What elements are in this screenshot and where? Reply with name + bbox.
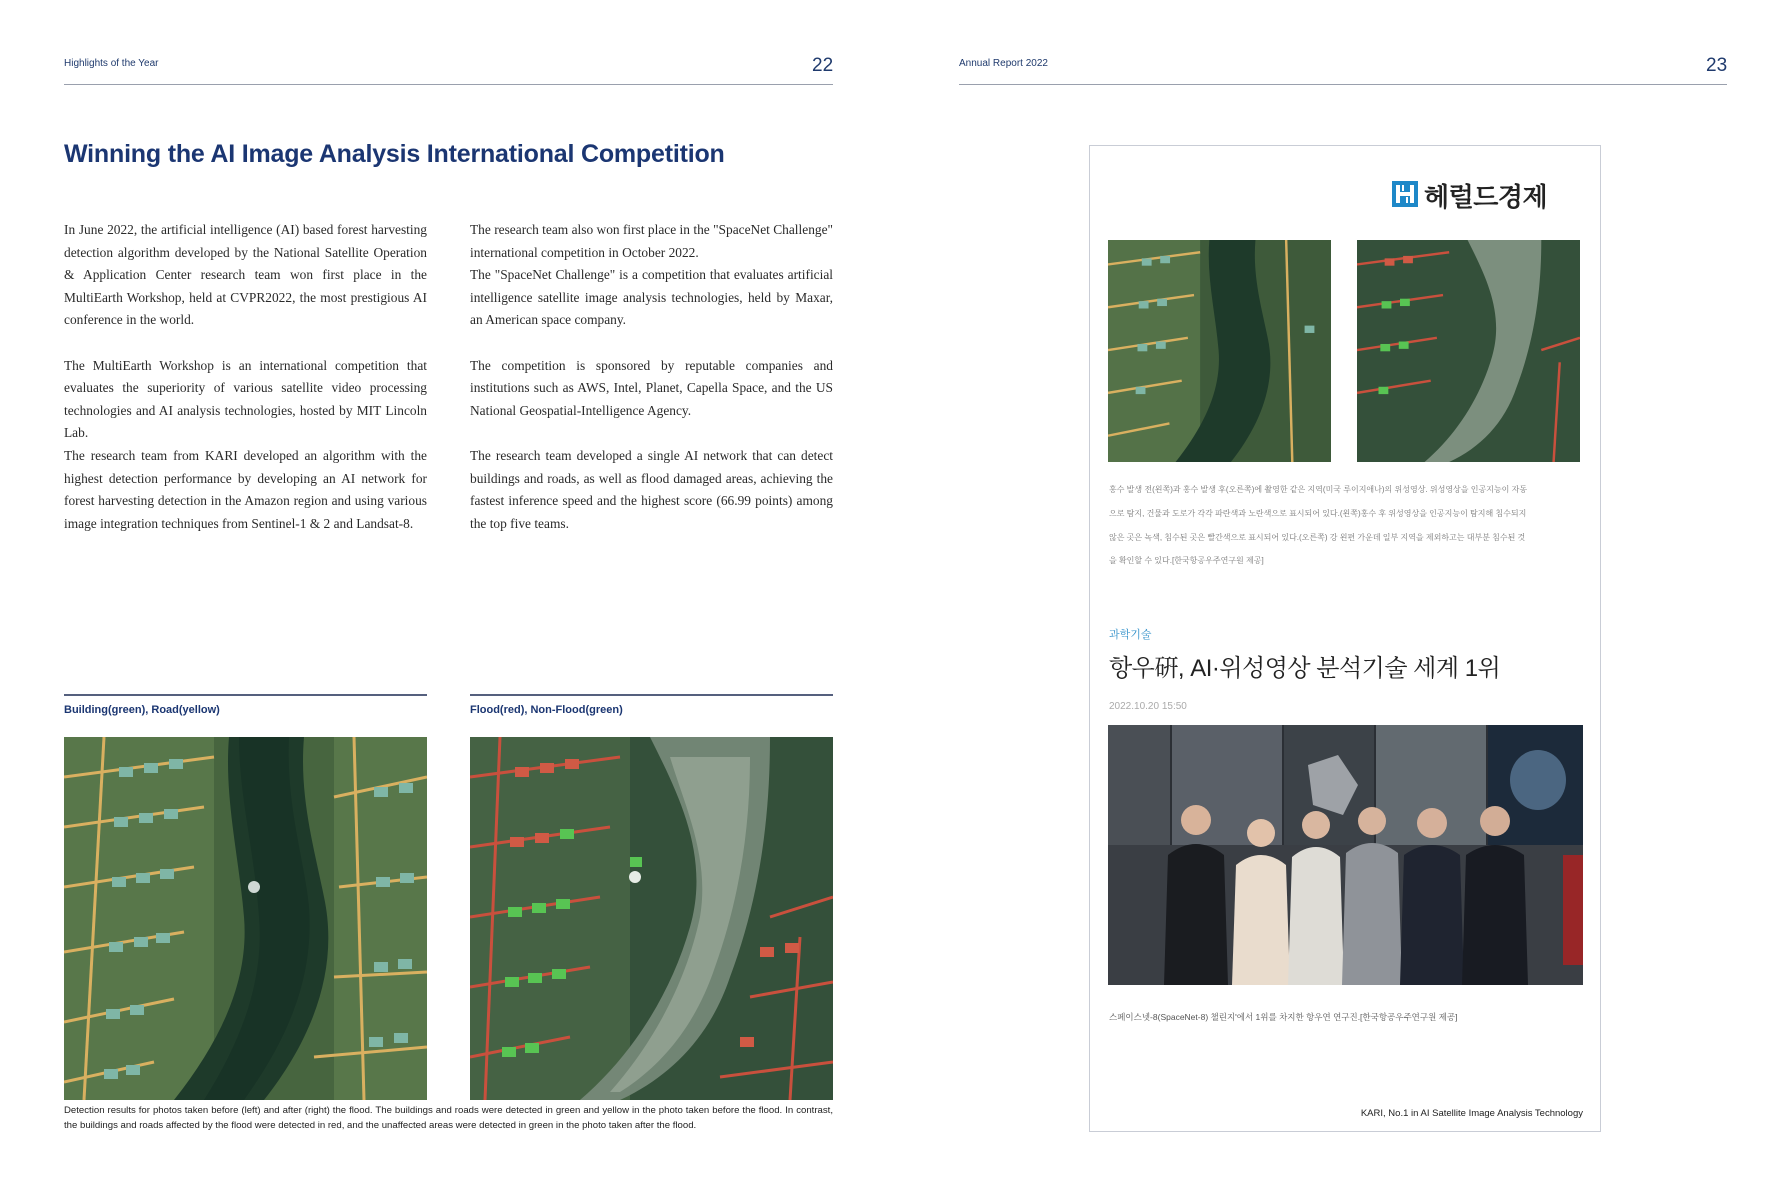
paragraph: The research team developed a single AI network that can detect buildings and roads, as well as flood damaged areas, achieving the fastest inference speed and the highest score (66.99 points) among the top five teams. (470, 447, 833, 531)
satellite-image-before-flood (64, 737, 427, 1100)
clipping-image-after (1357, 240, 1580, 462)
newspaper-logo-text: 헤럴드경제 (1424, 182, 1548, 212)
header-rule-left (64, 84, 833, 85)
paragraph: The "SpaceNet Challenge" is a competition that evaluates artificial intelligence satellite image analysis technologies, held by Maxar, an American space company. (470, 267, 833, 328)
running-head-left: Highlights of the Year (64, 58, 159, 69)
figure-rule-right (470, 694, 833, 696)
text-column-2 (470, 219, 833, 535)
caption-line: 으로 탐지, 건물과 도로가 각각 파란색과 노란색으로 표시되어 있다.(왼쪽)홍수 후 위성영상을 인공지능이 탐지해 침수되지 (1109, 508, 1527, 518)
clipping-footer-caption: KARI, No.1 in AI Satellite Image Analysis Technology (1360, 1108, 1583, 1119)
satellite-image-after-flood (470, 737, 833, 1100)
korean-image-caption (1109, 478, 1584, 573)
caption-line: 을 확인할 수 있다.[한국항공우주연구원 제공] (1109, 556, 1264, 566)
running-head-right: Annual Report 2022 (959, 58, 1048, 69)
paragraph: The MultiEarth Workshop is an international competition that evaluates the superiority of various satellite video processing technologies and AI analysis technologies, hosted by MIT Lincoln Lab. (64, 357, 427, 441)
page-number-right: 23 (1706, 55, 1728, 76)
article-headline: 항우硏, AI·위성영상 분석기술 세계 1위 (1109, 655, 1501, 682)
figure-label-left: Building(green), Road(yellow) (64, 704, 220, 716)
paragraph: The research team from KARI developed an algorithm with the highest detection performance by developing an AI network for forest harvesting detection in the Amazon region and using various image integration techniques from Sentinel-1 & 2 and Landsat-8. (64, 447, 427, 531)
article-category: 과학기술 (1109, 629, 1152, 641)
photo-caption: 스페이스넷-8(SpaceNet-8) 챌린지'에서 1위를 차지한 항우연 연구진.[한국항공우주연구원 제공] (1109, 1012, 1458, 1022)
clipping-image-before (1108, 240, 1331, 462)
team-photo (1108, 725, 1583, 985)
figure-label-right: Flood(red), Non-Flood(green) (470, 704, 623, 716)
paragraph: In June 2022, the artificial intelligence (AI) based forest harvesting detection algorithm developed by the National Satellite Operation & Application Center research team won first place in the MultiEarth Workshop, held at CVPR2022, the most prestigious AI conference in the world. (64, 222, 427, 328)
paragraph: The competition is sponsored by reputable companies and institutions such as AWS, Intel, Planet, Capella Space, and the US National Geospatial-Intelligence Agency. (470, 357, 833, 418)
page-title: Winning the AI Image Analysis International Competition (64, 140, 725, 168)
article-date: 2022.10.20 15:50 (1109, 701, 1187, 712)
newspaper-logo-icon (1392, 181, 1418, 207)
figure-rule-left (64, 694, 427, 696)
caption-line: 않은 곳은 녹색, 침수된 곳은 빨간색으로 표시되어 있다.(오른쪽) 강 왼편 가운데 일부 지역을 제외하고는 대부분 침수된 것 (1109, 532, 1526, 542)
caption-line: 홍수 발생 전(왼쪽)과 홍수 발생 후(오른쪽)에 촬영한 같은 지역(미국 루이지애나)의 위성영상. 위성영상을 인공지능이 자동 (1109, 485, 1528, 494)
page-number-left: 22 (812, 55, 834, 76)
text-column-1 (64, 219, 427, 535)
header-rule-right (959, 84, 1727, 85)
figure-caption: Detection results for photos taken before (left) and after (right) the flood. The buildings and roads were detected in green and yellow in the photo taken before the flood. In contrast, the buildings and roads affected by the flood were detected in red, and the unaffected areas were detected in green in the photo taken after the flood. (64, 1105, 833, 1131)
paragraph: The research team also won first place in the "SpaceNet Challenge" international competition in October 2022. (470, 222, 833, 260)
